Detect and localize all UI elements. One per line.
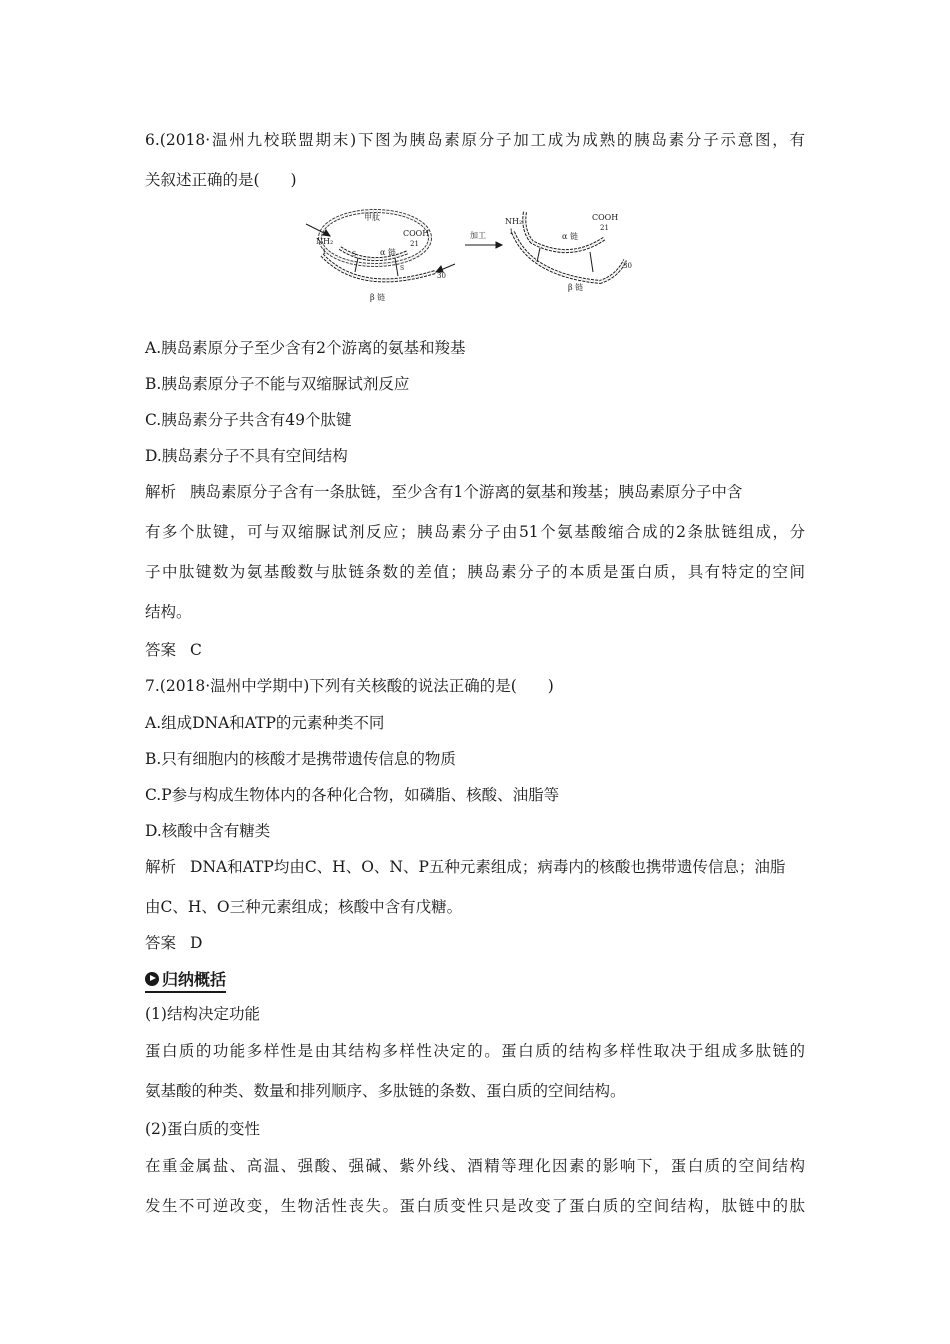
- q6-analysis-line3: 子中肽键数为氨基酸数与肽链条数的差值；胰岛素分子的本质是蛋白质，具有特定的空间: [145, 563, 805, 581]
- summary-p1-line2: 氨基酸的种类、数量和排列顺序、多肽链的条数、蛋白质的空间结构。: [145, 1082, 626, 1100]
- fig-label-s-left1: S: [352, 251, 357, 258]
- fig-label-1-left: 1: [322, 248, 327, 256]
- q6-analysis-line4: 结构。: [145, 603, 192, 621]
- fig-label-cooh-right: COOH: [592, 213, 619, 222]
- q6-answer-value: C: [190, 641, 202, 659]
- fig-label-beta-left: β 链: [370, 293, 386, 302]
- q6-stem-line2: 关叙述正确的是( ): [145, 171, 297, 189]
- play-circle-icon: [145, 972, 159, 986]
- q7-stem: 7.(2018·温州中学期中)下列有关核酸的说法正确的是( ): [145, 677, 554, 695]
- summary-h2: (2)蛋白质的变性: [145, 1120, 260, 1138]
- fig-label-30-right: 30: [623, 262, 632, 270]
- q6-option-c: C.胰岛素分子共含有49个肽键: [145, 411, 352, 429]
- q7-option-c: C.P参与构成生物体内的各种化合物，如磷脂、核酸、油脂等: [145, 786, 560, 804]
- q7-answer-value: D: [190, 934, 203, 952]
- q7-analysis-label: 解析: [145, 858, 177, 876]
- summary-p2-line2: 发生不可逆改变，生物活性丧失。蛋白质变性只是改变了蛋白质的空间结构，肽链中的肽: [145, 1197, 805, 1215]
- q6-option-b: B.胰岛素原分子不能与双缩脲试剂反应: [145, 375, 410, 393]
- fig-label-nh2-left: NH₂: [316, 237, 334, 246]
- fig-label-jia-peptide: 甲肽: [364, 213, 380, 222]
- fig-label-30-left: 30: [437, 272, 446, 280]
- fig-label-nh2-right: NH₂: [505, 217, 523, 226]
- fig-label-1-right: 1: [509, 228, 514, 236]
- fig-label-21-left: 21: [410, 240, 419, 248]
- q7-option-d: D.核酸中含有糖类: [145, 822, 271, 840]
- q6-analysis-label: 解析: [145, 483, 177, 501]
- q6-answer: [145, 640, 202, 660]
- q6-option-a: A.胰岛素原分子至少含有2个游离的氨基和羧基: [145, 339, 466, 357]
- q7-answer-label: 答案: [145, 934, 177, 952]
- q6-analysis-text1: 胰岛素原分子含有一条肽链，至少含有1个游离的氨基和羧基；胰岛素原分子中含: [190, 483, 743, 501]
- summary-heading: [145, 967, 226, 993]
- q7-option-b: B.只有细胞内的核酸才是携带遗传信息的物质: [145, 750, 456, 768]
- q6-answer-label: 答案: [145, 641, 177, 659]
- summary-p2-line1: 在重金属盐、高温、强酸、强碱、紫外线、酒精等理化因素的影响下，蛋白质的空间结构: [145, 1157, 805, 1175]
- insulin-processing-figure: [300, 200, 660, 305]
- q6-option-d: D.胰岛素分子不具有空间结构: [145, 447, 348, 465]
- summary-p1-line1: 蛋白质的功能多样性是由其结构多样性决定的。蛋白质的结构多样性取决于组成多肽链的: [145, 1042, 805, 1060]
- q7-analysis-line2: 由C、H、O三种元素组成；核酸中含有戊糖。: [145, 898, 463, 916]
- q6-analysis-line2: 有多个肽键，可与双缩脲试剂反应；胰岛素分子由51个氨基酸缩合成的2条肽链组成，分: [145, 523, 805, 541]
- summary-heading-text: 归纳概括: [162, 970, 227, 989]
- fig-label-alpha-right: α 链: [562, 232, 578, 241]
- fig-label-alpha-left: α 链: [380, 248, 396, 257]
- q7-option-a: A.组成DNA和ATP的元素种类不同: [145, 714, 385, 732]
- fig-label-beta-right: β 链: [568, 283, 584, 292]
- q6-analysis-line1: [145, 482, 742, 502]
- q6-stem-line1: 6.(2018·温州九校联盟期末)下图为胰岛素原分子加工成为成熟的胰岛素分子示意图，有: [145, 131, 805, 149]
- fig-label-21-right: 21: [600, 224, 609, 232]
- fig-label-processing: 加工: [470, 231, 486, 240]
- summary-h1: (1)结构决定功能: [145, 1005, 260, 1023]
- fig-label-s-left2: S: [400, 265, 405, 272]
- q7-answer: [145, 933, 202, 953]
- q7-analysis-line1: [145, 857, 785, 877]
- fig-label-cooh-left: COOH: [403, 229, 430, 238]
- q7-analysis-text1: DNA和ATP均由C、H、O、N、P五种元素组成；病毒内的核酸也携带遗传信息；油脂: [190, 858, 786, 876]
